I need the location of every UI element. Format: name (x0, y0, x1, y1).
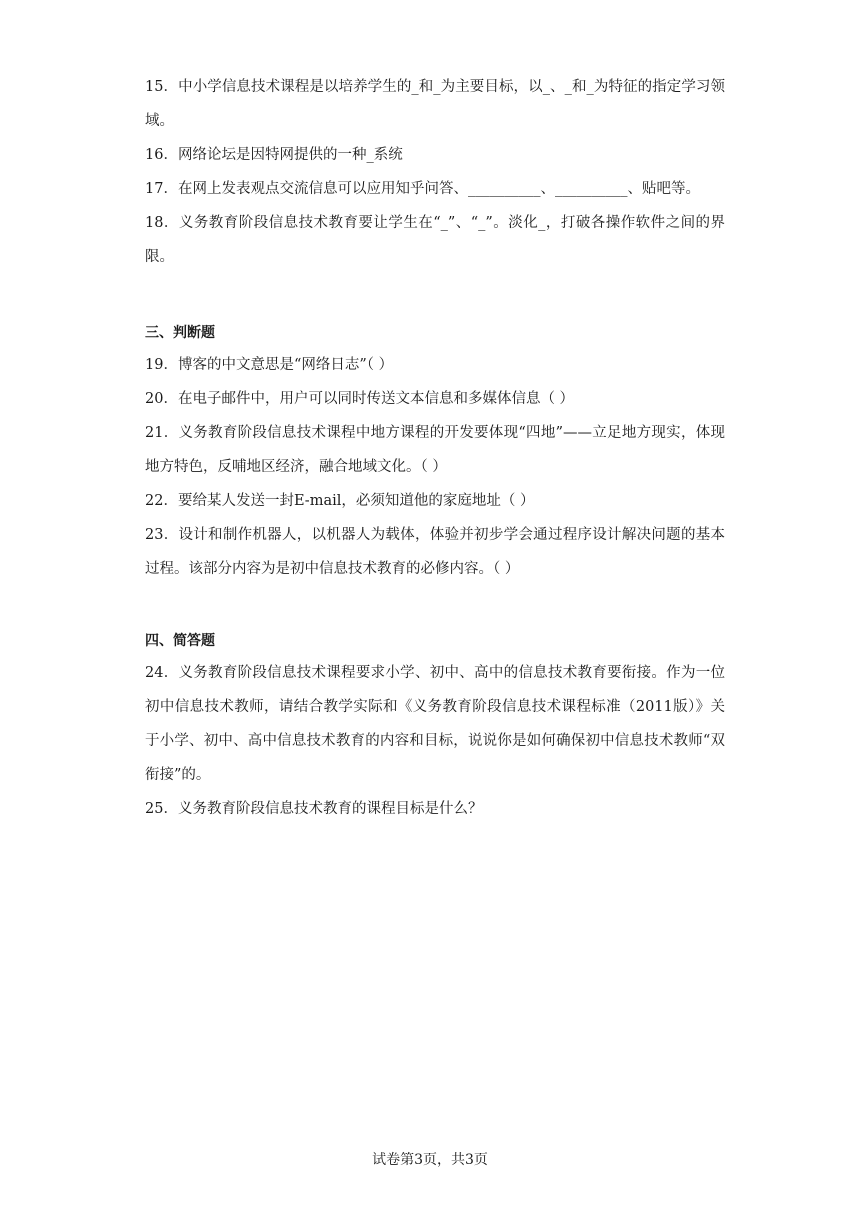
question-23: 23．设计和制作机器人，以机器人为载体，体验并初步学会通过程序设计解决问题的基本过程。该部分内容为是初中信息技术教育的必修内容。（ ） (145, 527, 725, 577)
section-spacer (145, 274, 725, 318)
section-title-judgement: 三、判断题 (145, 325, 215, 341)
question-24: 24．义务教育阶段信息技术课程要求小学、初中、高中的信息技术教育要衔接。作为一位初中信息技术教师，请结合教学实际和《义务教育阶段信息技术课程标准（2011版）》关于小学、初中、高中信息技术教育的内容和目标，说说你是如何确保初中信息技术教师“双衔接”的。 (145, 665, 725, 783)
question-18: 18．义务教育阶段信息技术教育要让学生在“_”、“_”。淡化_，打破各操作软件之间的界限。 (145, 215, 725, 265)
question-21: 21．义务教育阶段信息技术课程中地方课程的开发要体现“四地”——立足地方现实，体现地方特色，反哺地区经济，融合地域文化。（ ） (145, 425, 725, 475)
page-content (145, 70, 725, 826)
question-16: 16．网络论坛是因特网提供的一种_系统 (145, 147, 403, 163)
question-19: 19．博客的中文意思是“网络日志”（ ） (145, 357, 394, 373)
page-footer: 试卷第3页，共3页 (372, 1152, 488, 1168)
section-title-short-answer: 四、简答题 (145, 633, 215, 649)
question-25: 25．义务教育阶段信息技术教育的课程目标是什么？ (145, 801, 483, 817)
question-17: 17．在网上发表观点交流信息可以应用知乎问答、__________、__________、贴吧等。 (145, 181, 700, 197)
question-22: 22．要给某人发送一封E-mail，必须知道他的家庭地址（ ） (145, 493, 535, 509)
question-20: 20．在电子邮件中，用户可以同时传送文本信息和多媒体信息（ ） (145, 391, 575, 407)
question-15: 15．中小学信息技术课程是以培养学生的_和_为主要目标，以_、_和_为特征的指定学习领域。 (145, 79, 725, 129)
section-spacer (145, 586, 725, 626)
